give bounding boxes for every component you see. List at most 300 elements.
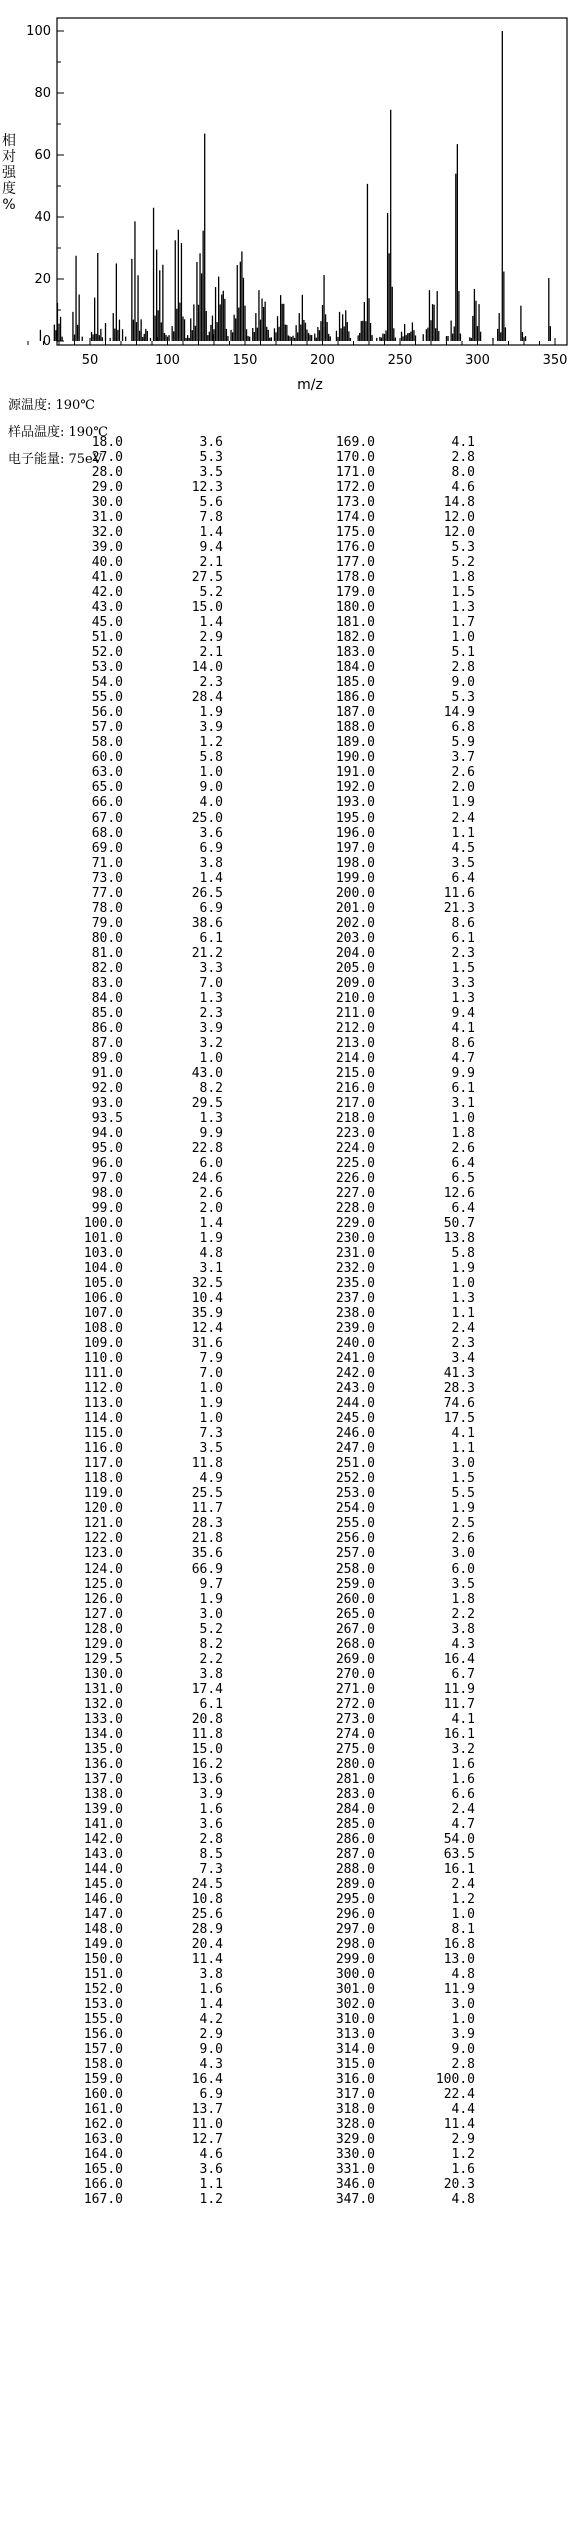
peak-intensity: 2.4 [451, 810, 475, 826]
peak-intensity: 2.2 [451, 1606, 475, 1622]
peak-intensity: 6.1 [451, 1080, 475, 1096]
peak-intensity: 2.6 [451, 1140, 475, 1156]
peak-mz: 346.0 [335, 2177, 375, 2193]
peak-row [71, 1321, 223, 1336]
peak-intensity: 12.0 [443, 525, 475, 541]
peak-row [71, 946, 223, 961]
peak-intensity: 15.0 [191, 600, 223, 616]
peak-row [71, 720, 223, 735]
peak-mz: 84.0 [91, 990, 123, 1006]
peak-mz: 111.0 [83, 1366, 123, 1382]
peak-intensity: 8.2 [199, 1080, 223, 1096]
peak-mz: 274.0 [335, 1726, 375, 1742]
peak-row [71, 1516, 223, 1531]
peak-intensity: 5.2 [199, 585, 223, 601]
peak-intensity: 11.0 [191, 2117, 223, 2133]
peak-intensity: 26.5 [191, 885, 223, 901]
peak-row [71, 1171, 223, 1186]
peak-row [323, 2057, 475, 2072]
peak-row [323, 615, 475, 630]
peak-row [71, 2147, 223, 2162]
peak-mz: 146.0 [83, 1891, 123, 1907]
peak-intensity: 7.3 [199, 1861, 223, 1877]
peak-intensity: 3.6 [199, 825, 223, 841]
peak-row [71, 1276, 223, 1291]
peak-mz: 116.0 [83, 1441, 123, 1457]
peak-intensity: 2.6 [199, 1186, 223, 1201]
peak-row [323, 1712, 475, 1727]
peak-intensity: 20.3 [443, 2177, 475, 2193]
peak-mz: 56.0 [91, 705, 123, 721]
peak-row [323, 871, 475, 886]
peak-row [71, 1291, 223, 1306]
peak-intensity: 6.6 [451, 1786, 475, 1802]
peak-mz: 94.0 [91, 1125, 123, 1141]
peak-row [71, 1396, 223, 1411]
peak-intensity: 1.3 [199, 990, 223, 1006]
peak-row [71, 1712, 223, 1727]
peak-mz: 41.0 [91, 570, 123, 586]
peak-mz: 29.0 [91, 480, 123, 496]
peak-mz: 159.0 [83, 2072, 123, 2088]
peak-row [323, 1802, 475, 1817]
peak-row [323, 1456, 475, 1471]
peak-row [323, 1336, 475, 1351]
peak-intensity: 1.0 [199, 1381, 223, 1397]
peak-intensity: 38.6 [191, 915, 223, 931]
peak-row [323, 976, 475, 991]
peak-row [323, 811, 475, 826]
peak-row [71, 1546, 223, 1561]
sample-temperature: 样品温度: 190℃ [8, 425, 108, 440]
peak-mz: 288.0 [335, 1861, 375, 1877]
peak-row [71, 1667, 223, 1682]
peak-mz: 289.0 [335, 1876, 375, 1892]
peak-mz: 126.0 [83, 1591, 123, 1607]
peak-row [71, 1261, 223, 1276]
peak-intensity: 4.1 [451, 1711, 475, 1727]
peak-row [323, 1141, 475, 1156]
peak-intensity: 24.5 [191, 1876, 223, 1892]
peak-mz: 298.0 [335, 1937, 375, 1952]
peak-row [323, 1516, 475, 1531]
x-tick-label: 300 [465, 353, 490, 368]
peak-intensity: 2.8 [199, 1831, 223, 1847]
peak-intensity: 6.9 [199, 900, 223, 916]
peak-intensity: 31.6 [191, 1336, 223, 1352]
peak-row [71, 1622, 223, 1637]
peak-intensity: 6.5 [451, 1170, 475, 1186]
peak-mz: 65.0 [91, 780, 123, 796]
peak-row [71, 1682, 223, 1697]
peak-intensity: 8.2 [199, 1636, 223, 1652]
peak-mz: 160.0 [83, 2087, 123, 2103]
peak-row [323, 2117, 475, 2132]
peak-row [71, 1787, 223, 1802]
peak-row [323, 630, 475, 645]
peak-mz: 95.0 [91, 1140, 123, 1156]
peak-row [71, 1637, 223, 1652]
peak-intensity: 9.9 [199, 1125, 223, 1141]
peak-mz: 203.0 [335, 930, 375, 946]
peak-row [323, 1246, 475, 1261]
peak-intensity: 13.6 [191, 1771, 223, 1787]
peak-intensity: 1.0 [451, 630, 475, 646]
peak-mz: 205.0 [335, 960, 375, 976]
peak-intensity: 1.9 [451, 1501, 475, 1517]
peak-mz: 172.0 [335, 480, 375, 496]
peak-row [71, 1922, 223, 1937]
peak-mz: 134.0 [83, 1726, 123, 1742]
peak-row [323, 645, 475, 660]
peak-row [71, 1246, 223, 1261]
peak-row [323, 1997, 475, 2012]
peak-row [323, 1231, 475, 1246]
peak-mz: 177.0 [335, 555, 375, 571]
peak-mz: 200.0 [335, 885, 375, 901]
peak-intensity: 2.9 [451, 2132, 475, 2148]
peak-mz: 73.0 [91, 870, 123, 886]
peak-intensity: 1.8 [451, 1591, 475, 1607]
peak-mz: 313.0 [335, 2027, 375, 2043]
peak-intensity: 1.0 [451, 2012, 475, 2028]
peak-mz: 211.0 [335, 1005, 375, 1021]
peak-row [71, 1877, 223, 1892]
peak-mz: 27.0 [91, 450, 123, 466]
peak-intensity: 3.2 [451, 1741, 475, 1757]
peak-row [323, 795, 475, 810]
peak-mz: 245.0 [335, 1411, 375, 1427]
peak-row [323, 2162, 475, 2177]
peak-mz: 265.0 [335, 1606, 375, 1622]
peak-row [323, 720, 475, 735]
peak-row [71, 1066, 223, 1081]
peak-row [71, 1802, 223, 1817]
peak-intensity: 9.0 [199, 780, 223, 796]
peak-row [323, 600, 475, 615]
peak-mz: 131.0 [83, 1681, 123, 1697]
source-temperature: 源温度: 190℃ [8, 398, 95, 413]
peak-row [323, 931, 475, 946]
peak-mz: 242.0 [335, 1366, 375, 1382]
peak-mz: 258.0 [335, 1561, 375, 1577]
peak-mz: 183.0 [335, 645, 375, 661]
peak-row [71, 1907, 223, 1922]
peak-row [71, 690, 223, 705]
peak-mz: 225.0 [335, 1155, 375, 1171]
peak-intensity: 1.1 [451, 825, 475, 841]
peak-mz: 318.0 [335, 2102, 375, 2118]
peak-row [71, 2027, 223, 2042]
peak-mz: 212.0 [335, 1020, 375, 1036]
peak-intensity: 1.9 [451, 1261, 475, 1277]
peak-mz: 129.5 [83, 1651, 123, 1667]
peak-intensity: 6.9 [199, 840, 223, 856]
peak-mz: 328.0 [335, 2117, 375, 2133]
peak-intensity: 2.1 [199, 555, 223, 571]
peak-row [323, 916, 475, 931]
peak-mz: 99.0 [91, 1201, 123, 1217]
peak-row [323, 1066, 475, 1081]
peak-mz: 117.0 [83, 1456, 123, 1472]
peak-row [71, 1817, 223, 1832]
peak-row [323, 465, 475, 480]
peak-row [323, 540, 475, 555]
peak-intensity: 4.8 [451, 1967, 475, 1983]
peak-mz: 232.0 [335, 1261, 375, 1277]
peak-row [71, 1111, 223, 1126]
peak-row [323, 1186, 475, 1201]
peak-intensity: 1.4 [199, 1997, 223, 2013]
peak-row [71, 916, 223, 931]
peak-intensity: 12.6 [443, 1186, 475, 1201]
y-tick-label: 80 [34, 86, 51, 101]
peak-intensity: 7.0 [199, 975, 223, 991]
peak-intensity: 13.0 [443, 1952, 475, 1968]
peak-mz: 272.0 [335, 1696, 375, 1712]
peak-mz: 180.0 [335, 600, 375, 616]
peak-mz: 237.0 [335, 1291, 375, 1307]
peak-mz: 153.0 [83, 1997, 123, 2013]
peak-row [323, 1787, 475, 1802]
peak-mz: 63.0 [91, 765, 123, 781]
peak-row [71, 1937, 223, 1952]
peak-mz: 110.0 [83, 1351, 123, 1367]
peak-intensity: 17.5 [443, 1411, 475, 1427]
peak-intensity: 28.9 [191, 1921, 223, 1937]
peak-mz: 256.0 [335, 1531, 375, 1547]
peak-intensity: 2.9 [199, 630, 223, 646]
peak-intensity: 35.9 [191, 1306, 223, 1322]
peak-intensity: 20.8 [191, 1711, 223, 1727]
peak-mz: 300.0 [335, 1967, 375, 1983]
peak-intensity: 14.9 [443, 705, 475, 721]
peak-row [71, 2102, 223, 2117]
peak-intensity: 5.3 [451, 690, 475, 706]
peak-intensity: 2.0 [451, 780, 475, 796]
peak-mz: 174.0 [335, 510, 375, 526]
peak-intensity: 3.5 [451, 855, 475, 871]
peak-intensity: 5.2 [199, 1621, 223, 1637]
peak-intensity: 4.0 [199, 795, 223, 811]
peak-intensity: 6.0 [451, 1561, 475, 1577]
peak-row [71, 1441, 223, 1456]
peak-row [71, 735, 223, 750]
peak-row [71, 600, 223, 615]
peak-intensity: 7.3 [199, 1426, 223, 1442]
peak-mz: 246.0 [335, 1426, 375, 1442]
peak-row [323, 570, 475, 585]
mass-spectrum-chart [0, 0, 570, 393]
peak-mz: 165.0 [83, 2162, 123, 2178]
peak-mz: 125.0 [83, 1576, 123, 1592]
peak-row [71, 555, 223, 570]
peak-row [71, 1772, 223, 1787]
peak-row [323, 690, 475, 705]
peak-intensity: 6.1 [451, 930, 475, 946]
peak-intensity: 3.0 [199, 1606, 223, 1622]
peak-mz: 42.0 [91, 585, 123, 601]
peak-intensity: 1.5 [451, 1471, 475, 1487]
peak-intensity: 9.4 [451, 1005, 475, 1021]
peak-row [71, 1381, 223, 1396]
peak-mz: 217.0 [335, 1095, 375, 1111]
peak-intensity: 5.2 [451, 555, 475, 571]
peak-row [71, 1081, 223, 1096]
peak-mz: 287.0 [335, 1846, 375, 1862]
peak-mz: 80.0 [91, 930, 123, 946]
peak-row [323, 1982, 475, 1997]
peak-mz: 149.0 [83, 1937, 123, 1952]
peak-intensity: 8.6 [451, 915, 475, 931]
peak-intensity: 12.7 [191, 2132, 223, 2148]
peak-intensity: 3.6 [199, 1816, 223, 1832]
peak-row [323, 495, 475, 510]
peak-mz: 53.0 [91, 660, 123, 676]
peak-intensity: 3.1 [199, 1261, 223, 1277]
peak-mz: 141.0 [83, 1816, 123, 1832]
peak-mz: 89.0 [91, 1050, 123, 1066]
peak-intensity: 1.9 [199, 1591, 223, 1607]
peak-row [71, 2132, 223, 2147]
peak-intensity: 1.3 [451, 600, 475, 616]
peak-row [323, 1667, 475, 1682]
peak-row [71, 1051, 223, 1066]
peak-mz: 55.0 [91, 690, 123, 706]
peak-mz: 169.0 [335, 435, 375, 450]
peak-intensity: 21.8 [191, 1531, 223, 1547]
peak-mz: 284.0 [335, 1801, 375, 1817]
peak-row [71, 1201, 223, 1216]
peak-intensity: 3.7 [451, 750, 475, 766]
peak-intensity: 1.1 [451, 1306, 475, 1322]
peak-intensity: 3.9 [199, 720, 223, 736]
peak-row [71, 1471, 223, 1486]
peak-intensity: 9.0 [199, 2042, 223, 2058]
peak-intensity: 1.4 [199, 870, 223, 886]
peak-mz: 39.0 [91, 540, 123, 556]
peak-row [71, 841, 223, 856]
peak-row [323, 765, 475, 780]
peak-mz: 173.0 [335, 495, 375, 511]
peak-row [71, 660, 223, 675]
peak-intensity: 3.3 [451, 975, 475, 991]
peak-mz: 114.0 [83, 1411, 123, 1427]
peak-row [71, 856, 223, 871]
peak-mz: 299.0 [335, 1952, 375, 1968]
peak-intensity: 50.7 [443, 1216, 475, 1232]
peak-intensity: 4.9 [199, 1471, 223, 1487]
x-tick-label: 250 [387, 353, 413, 368]
peak-row [71, 1351, 223, 1366]
peak-intensity: 1.4 [199, 615, 223, 631]
peak-row [323, 1817, 475, 1832]
peak-mz: 161.0 [83, 2102, 123, 2118]
peak-mz: 275.0 [335, 1741, 375, 1757]
peak-intensity: 2.3 [199, 675, 223, 691]
peak-mz: 270.0 [335, 1666, 375, 1682]
peak-mz: 145.0 [83, 1876, 123, 1892]
peak-intensity: 16.2 [191, 1756, 223, 1772]
peak-intensity: 11.8 [191, 1456, 223, 1472]
peak-row [71, 886, 223, 901]
peak-mz: 271.0 [335, 1681, 375, 1697]
peak-intensity: 100.0 [435, 2072, 475, 2088]
peak-mz: 100.0 [83, 1216, 123, 1232]
peak-mz: 241.0 [335, 1351, 375, 1367]
y-tick-label: 40 [34, 210, 51, 225]
peak-mz: 119.0 [83, 1486, 123, 1502]
peak-intensity: 1.2 [451, 1891, 475, 1907]
peak-mz: 158.0 [83, 2057, 123, 2073]
peak-row [71, 991, 223, 1006]
peak-row [323, 1892, 475, 1907]
peak-mz: 170.0 [335, 450, 375, 466]
peak-intensity: 5.3 [199, 450, 223, 466]
peak-row [323, 2132, 475, 2147]
peak-row [323, 2177, 475, 2192]
peak-mz: 227.0 [335, 1186, 375, 1201]
x-tick-label: 50 [81, 353, 99, 368]
peak-intensity: 3.9 [199, 1786, 223, 1802]
peak-intensity: 3.0 [451, 1997, 475, 2013]
peak-intensity: 9.9 [451, 1065, 475, 1081]
peak-row [71, 1562, 223, 1577]
peak-mz: 132.0 [83, 1696, 123, 1712]
peak-intensity: 2.4 [451, 1801, 475, 1817]
peak-mz: 235.0 [335, 1276, 375, 1292]
peak-mz: 247.0 [335, 1441, 375, 1457]
peak-row [71, 1577, 223, 1592]
peak-intensity: 7.9 [199, 1351, 223, 1367]
peak-row [323, 856, 475, 871]
peak-intensity: 4.6 [451, 480, 475, 496]
peak-intensity: 1.9 [199, 1396, 223, 1412]
peak-row [323, 1276, 475, 1291]
peak-row [71, 1006, 223, 1021]
peak-mz: 238.0 [335, 1306, 375, 1322]
peak-intensity: 10.4 [191, 1291, 223, 1307]
peak-mz: 201.0 [335, 900, 375, 916]
peak-intensity: 22.4 [443, 2087, 475, 2103]
peak-mz: 273.0 [335, 1711, 375, 1727]
peak-intensity: 5.3 [451, 540, 475, 556]
peak-row [323, 1622, 475, 1637]
peak-mz: 267.0 [335, 1621, 375, 1637]
peak-intensity: 2.8 [451, 660, 475, 676]
peak-intensity: 1.6 [451, 2162, 475, 2178]
peak-row [71, 1742, 223, 1757]
peak-row [71, 961, 223, 976]
peak-mz: 112.0 [83, 1381, 123, 1397]
peak-row [71, 1456, 223, 1471]
peak-row [323, 555, 475, 570]
peak-mz: 301.0 [335, 1982, 375, 1998]
peak-intensity: 2.9 [199, 2027, 223, 2043]
peak-mz: 54.0 [91, 675, 123, 691]
peak-row [323, 525, 475, 540]
peak-row [323, 1772, 475, 1787]
peak-row [71, 871, 223, 886]
peak-intensity: 1.5 [451, 585, 475, 601]
peak-mz: 127.0 [83, 1606, 123, 1622]
peak-intensity: 1.8 [451, 1125, 475, 1141]
peak-row [323, 1021, 475, 1036]
peak-intensity: 2.0 [199, 1201, 223, 1217]
peak-row [323, 1441, 475, 1456]
peak-intensity: 8.5 [199, 1846, 223, 1862]
peak-mz: 147.0 [83, 1906, 123, 1922]
